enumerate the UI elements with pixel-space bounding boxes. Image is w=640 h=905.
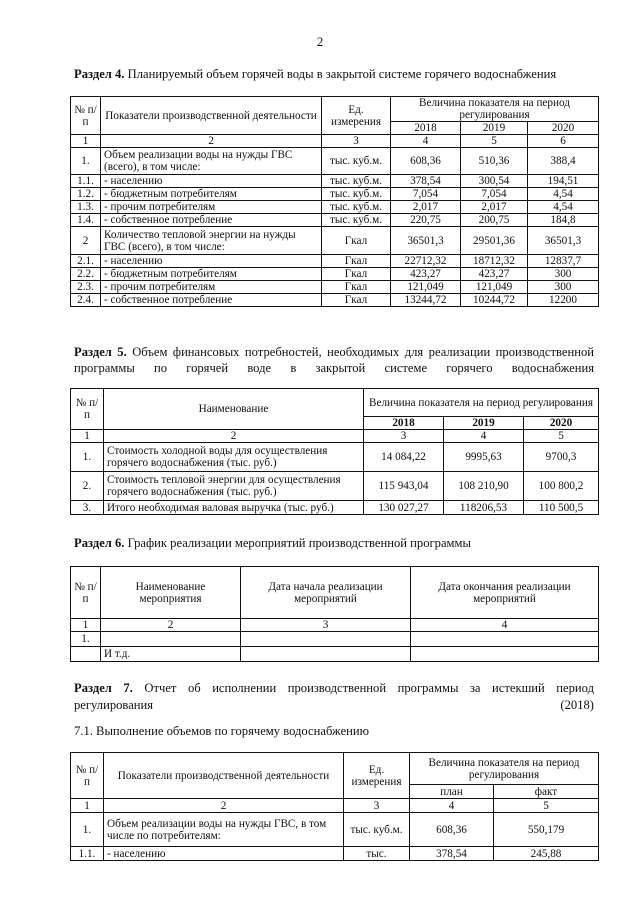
row-value: 300: [528, 268, 599, 281]
s4-index: 4: [391, 135, 461, 148]
row-value: 12200: [528, 294, 599, 307]
row-name: - населению: [101, 255, 322, 268]
s7-header-name: Показатели производственной деятельности: [104, 753, 344, 799]
table-row: [71, 281, 599, 294]
row-name: - собственное потребление: [101, 214, 322, 227]
row-unit: тыс. куб.м.: [322, 201, 391, 214]
empty-cell: [241, 632, 411, 647]
section-5-title: [74, 344, 594, 376]
section-7-title: [74, 680, 594, 714]
s7-col: факт: [494, 785, 599, 799]
row-unit: Гкал: [322, 294, 391, 307]
row-name: Итого необходимая валовая выручка (тыс. руб.): [104, 501, 364, 515]
row-name: - собственное потребление: [101, 294, 322, 307]
s4-index: 6: [528, 135, 599, 148]
s5-index: 2: [104, 430, 364, 443]
row-value: 300,54: [461, 175, 528, 188]
row-num: 1.: [71, 813, 104, 847]
row-name: - населению: [101, 175, 322, 188]
table-row: [71, 255, 599, 268]
s6-index: 1: [71, 619, 101, 632]
row-value: 118206,53: [444, 501, 524, 515]
empty-cell: [411, 647, 599, 662]
row-name: - бюджетным потребителям: [101, 268, 322, 281]
table-row: [71, 214, 599, 227]
page-number: 2: [316, 34, 324, 49]
row-unit: Гкал: [322, 227, 391, 255]
section-7-text: Отчет об исполнении производственной программы за истекший период регулирования (2018): [74, 681, 594, 712]
table-row: [71, 472, 599, 501]
row-value: 9995,63: [444, 443, 524, 472]
table-row: [71, 148, 599, 175]
s4-index: 5: [461, 135, 528, 148]
row-value: 115 943,04: [364, 472, 444, 501]
empty-cell: [101, 632, 241, 647]
table-row: [71, 227, 599, 255]
row-name: - прочим потребителям: [101, 201, 322, 214]
row-unit: тыс. куб.м.: [322, 188, 391, 201]
s6-header-name: Наименование мероприятия: [101, 567, 241, 619]
row-name: Количество тепловой энергии на нужды ГВС (всего), в том числе:: [101, 227, 322, 255]
row-value: 121,049: [461, 281, 528, 294]
row-num: 1.: [71, 632, 101, 647]
row-name: Стоимость холодной воды для осуществления горячего водоснабжения (тыс. руб.): [104, 443, 364, 472]
row-num: 2.2.: [71, 268, 101, 281]
row-value: 7,054: [461, 188, 528, 201]
section-6-text: График реализации мероприятий производственной программы: [127, 536, 471, 550]
row-value: 300: [528, 281, 599, 294]
s4-year: 2019: [461, 122, 528, 135]
row-value: 194,51: [528, 175, 599, 188]
row-name: И т.д.: [101, 647, 241, 662]
row-value: 29501,36: [461, 227, 528, 255]
row-value: 2,017: [391, 201, 461, 214]
row-value: 14 084,22: [364, 443, 444, 472]
row-name: Стоимость тепловой энергии для осуществления горячего водоснабжения (тыс. руб.): [104, 472, 364, 501]
section-4-prefix: Раздел 4.: [74, 67, 125, 81]
row-value: 108 210,90: [444, 472, 524, 501]
table-row: [71, 647, 599, 662]
section-7-prefix: Раздел 7.: [74, 681, 133, 695]
row-num: 2.4.: [71, 294, 101, 307]
row-value: 10244,72: [461, 294, 528, 307]
s7-index: 1: [71, 799, 104, 813]
table-row: [71, 294, 599, 307]
s6-header-start: Дата начала реализации мероприятий: [241, 567, 411, 619]
row-num: 1.3.: [71, 201, 101, 214]
s4-header-name: Показатели производственной деятельности: [101, 97, 322, 135]
row-unit: тыс. куб.м.: [322, 175, 391, 188]
s5-index: 5: [524, 430, 599, 443]
table-section-7: [70, 752, 599, 861]
row-value: 121,049: [391, 281, 461, 294]
row-unit: Гкал: [322, 255, 391, 268]
s4-index: 2: [101, 135, 322, 148]
s5-year: 2019: [444, 417, 524, 430]
row-value: 388,4: [528, 148, 599, 175]
row-num: 1.1.: [71, 847, 104, 861]
s5-index: 4: [444, 430, 524, 443]
row-value: 100 800,2: [524, 472, 599, 501]
table-row: [71, 443, 599, 472]
s4-year: 2018: [391, 122, 461, 135]
table-section-5: [70, 388, 599, 515]
row-name: Объем реализации воды на нужды ГВС, в том числе по потребителям:: [104, 813, 344, 847]
row-value: 9700,3: [524, 443, 599, 472]
s5-index: 1: [71, 430, 104, 443]
row-value: 608,36: [410, 813, 494, 847]
section-5-text: Объем финансовых потребностей, необходимых для реализации производственной программы по горячей воде в закрытой системе горячего водоснабжения: [74, 345, 594, 375]
s6-index: 4: [411, 619, 599, 632]
table-row: [71, 501, 599, 515]
s4-index: 3: [322, 135, 391, 148]
s5-header-num: № п/п: [71, 389, 104, 430]
empty-cell: [411, 632, 599, 647]
s7-index: 2: [104, 799, 344, 813]
row-unit: тыс. куб.м.: [344, 813, 410, 847]
row-num: 1.1.: [71, 175, 101, 188]
table-row: [71, 847, 599, 861]
section-4-text: Планируемый объем горячей воды в закрытой системе горячего водоснабжения: [127, 67, 557, 81]
table-row: [71, 201, 599, 214]
s7-index: 4: [410, 799, 494, 813]
row-value: 4,54: [528, 201, 599, 214]
row-num: 3.: [71, 501, 104, 515]
section-4-title: [74, 66, 594, 82]
table-section-4: [70, 96, 599, 307]
row-value: 184,8: [528, 214, 599, 227]
s6-header-num: № п/п: [71, 567, 101, 619]
row-value: 608,36: [391, 148, 461, 175]
row-value: 18712,32: [461, 255, 528, 268]
table-row: [71, 632, 599, 647]
row-value: 245,88: [494, 847, 599, 861]
row-value: 130 027,27: [364, 501, 444, 515]
row-value: 423,27: [391, 268, 461, 281]
s4-index: 1: [71, 135, 101, 148]
row-name: - прочим потребителям: [101, 281, 322, 294]
row-unit: Гкал: [322, 281, 391, 294]
row-name: Объем реализации воды на нужды ГВС (всего), в том числе:: [101, 148, 322, 175]
row-unit: тыс. куб.м.: [322, 214, 391, 227]
s4-header-value: Величина показателя на период регулирования: [391, 97, 599, 122]
row-value: 36501,3: [528, 227, 599, 255]
table-row: [71, 813, 599, 847]
row-value: 4,54: [528, 188, 599, 201]
row-num: 1.: [71, 148, 101, 175]
s5-header-value: Величина показателя на период регулирования: [364, 389, 599, 417]
s7-header-num: № п/п: [71, 753, 104, 799]
row-num: 2.3.: [71, 281, 101, 294]
row-value: 423,27: [461, 268, 528, 281]
row-name: - населению: [104, 847, 344, 861]
s5-year: 2018: [364, 417, 444, 430]
s4-year: 2020: [528, 122, 599, 135]
row-value: 110 500,5: [524, 501, 599, 515]
row-value: 378,54: [410, 847, 494, 861]
s5-index: 3: [364, 430, 444, 443]
s5-header-name: Наименование: [104, 389, 364, 430]
s6-header-end: Дата окончания реализации мероприятий: [411, 567, 599, 619]
s6-index: 2: [101, 619, 241, 632]
empty-cell: [241, 647, 411, 662]
section-6-title: [74, 535, 594, 551]
s7-index: 5: [494, 799, 599, 813]
s6-index: 3: [241, 619, 411, 632]
row-value: 7,054: [391, 188, 461, 201]
row-value: 36501,3: [391, 227, 461, 255]
s4-header-num: № п/п: [71, 97, 101, 135]
row-name: - бюджетным потребителям: [101, 188, 322, 201]
row-value: 2,017: [461, 201, 528, 214]
s5-year: 2020: [524, 417, 599, 430]
s7-header-value: Величина показателя на период регулирования: [410, 753, 599, 785]
row-num: 1.: [71, 443, 104, 472]
s7-index: 3: [344, 799, 410, 813]
row-num: 2: [71, 227, 101, 255]
section-5-prefix: Раздел 5.: [74, 345, 127, 359]
row-num: 1.2.: [71, 188, 101, 201]
row-value: 13244,72: [391, 294, 461, 307]
row-value: 550,179: [494, 813, 599, 847]
table-row: [71, 268, 599, 281]
row-num: 2.1.: [71, 255, 101, 268]
row-num: 1.4.: [71, 214, 101, 227]
s4-header-unit: Ед. измерения: [322, 97, 391, 135]
s7-col: план: [410, 785, 494, 799]
section-6-prefix: Раздел 6.: [74, 536, 125, 550]
empty-cell: [71, 647, 101, 662]
row-unit: тыс.: [344, 847, 410, 861]
table-row: [71, 188, 599, 201]
row-value: 220,75: [391, 214, 461, 227]
s7-header-unit: Ед. измерения: [344, 753, 410, 799]
row-value: 200,75: [461, 214, 528, 227]
row-num: 2.: [71, 472, 104, 501]
row-value: 378,54: [391, 175, 461, 188]
section-7-subtitle: 7.1. Выполнение объемов по горячему водоснабжению: [74, 724, 370, 738]
table-section-6: [70, 566, 599, 662]
row-value: 22712,32: [391, 255, 461, 268]
row-value: 12837,7: [528, 255, 599, 268]
row-unit: Гкал: [322, 268, 391, 281]
row-unit: тыс. куб.м.: [322, 148, 391, 175]
row-value: 510,36: [461, 148, 528, 175]
table-row: [71, 175, 599, 188]
